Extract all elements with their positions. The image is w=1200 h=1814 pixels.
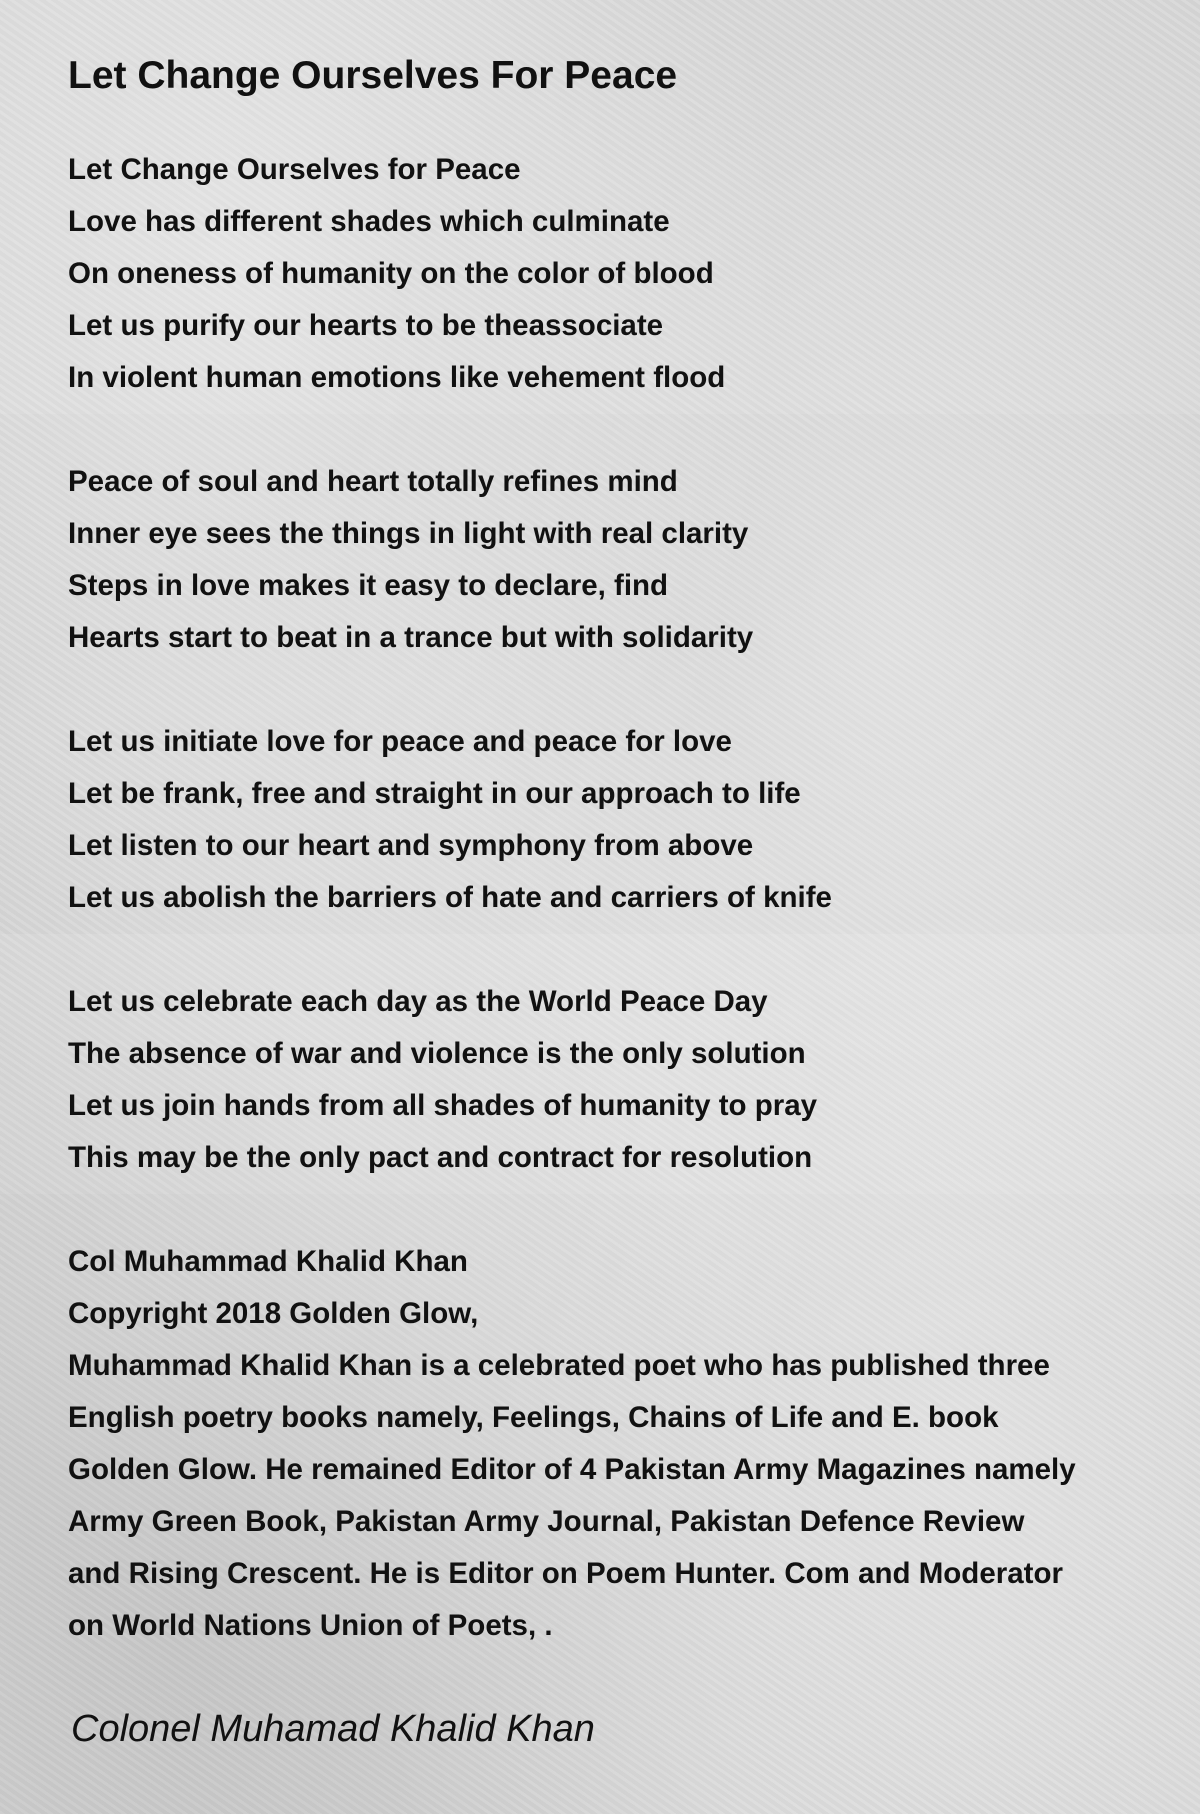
bio-line: Muhammad Khalid Khan is a celebrated poet who has published three [68,1349,1050,1382]
stanza-1 [68,144,1188,404]
poem-line: Love has different shades which culminate [68,205,670,238]
poem-line: Inner eye sees the things in light with real clarity [68,517,749,550]
poem-line: On oneness of humanity on the color of blood [68,257,714,290]
poem-line: The absence of war and violence is the only solution [68,1037,806,1070]
bio-line: Golden Glow. He remained Editor of 4 Pakistan Army Magazines namely [68,1453,1076,1486]
author-bio [68,1236,1188,1652]
poem-line: Let us initiate love for peace and peace for love [68,725,732,758]
poem-line: Let us join hands from all shades of humanity to pray [68,1089,818,1122]
poem-line: Let listen to our heart and symphony from above [68,829,754,862]
poem-line: In violent human emotions like vehement flood [68,361,726,394]
author-signature: Colonel Muhamad Khalid Khan [71,1708,595,1750]
poem-line: Let us purify our hearts to be theassociate [68,309,664,342]
poem-page [68,50,1188,1754]
poem-line: This may be the only pact and contract for resolution [68,1141,813,1174]
bio-copyright: Copyright 2018 Golden Glow, [68,1297,479,1330]
poem-line: Let us celebrate each day as the World Peace Day [68,985,768,1018]
poem-line: Hearts start to beat in a trance but with solidarity [68,621,754,654]
poem-title: Let Change Ourselves For Peace [68,54,678,97]
stanza-3 [68,716,1188,924]
bio-line: Army Green Book, Pakistan Army Journal, Pakistan Defence Review [68,1505,1025,1538]
poem-line: Peace of soul and heart totally refines mind [68,465,678,498]
bio-line: and Rising Crescent. He is Editor on Poem Hunter. Com and Moderator [68,1557,1063,1590]
stanza-2 [68,456,1188,664]
poem-line: Let us abolish the barriers of hate and carriers of knife [68,881,832,914]
stanza-4 [68,976,1188,1184]
bio-line: English poetry books namely, Feelings, Chains of Life and E. book [68,1401,999,1434]
poem-line: Let be frank, free and straight in our approach to life [68,777,801,810]
bio-author-name: Col Muhammad Khalid Khan [68,1245,468,1278]
bio-line: on World Nations Union of Poets, . [68,1609,553,1642]
poem-line: Let Change Ourselves for Peace [68,153,521,186]
poem-line: Steps in love makes it easy to declare, find [68,569,669,602]
